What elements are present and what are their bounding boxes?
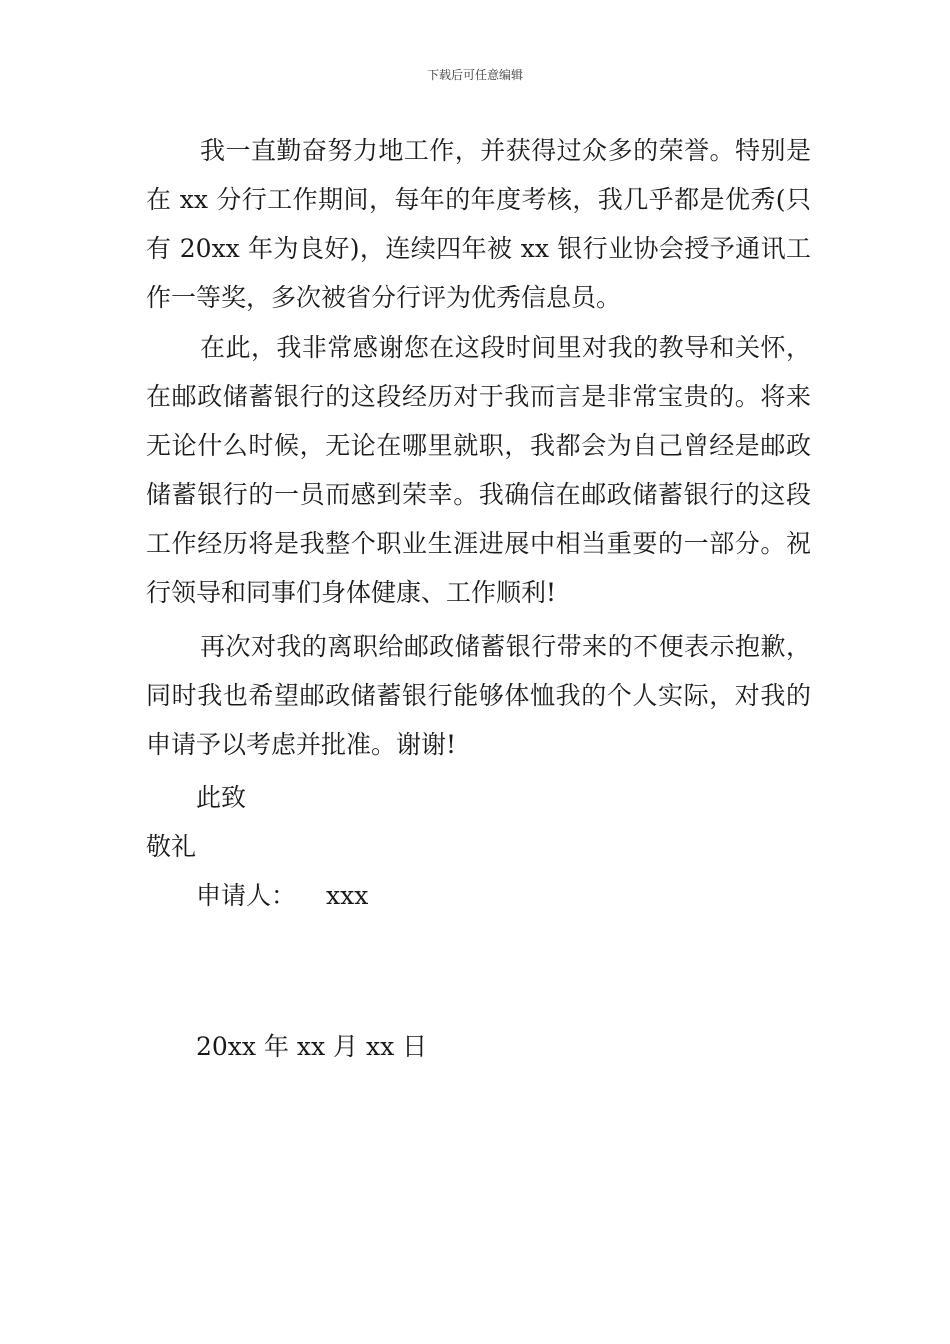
letter-date: 20xx 年 xx 月 xx 日: [196, 1032, 428, 1061]
applicant-label: 申请人：: [196, 881, 297, 910]
applicant-line: [196, 871, 368, 920]
page-header-note: 下载后可任意编辑: [426, 68, 523, 82]
letter-closing: 此致: [196, 783, 247, 812]
paragraph-text: 再次对我的离职给邮政储蓄银行带来的不便表示抱歉，同时我也希望邮政储蓄银行能够体恤我的个人实际，对我的申请予以考虑并批准。谢谢!: [146, 632, 811, 759]
letter-paragraph-1: [146, 126, 811, 322]
applicant-name: xxx: [326, 881, 369, 910]
paragraph-text: 我一直勤奋努力地工作，并获得过众多的荣誉。特别是在 xx 分行工作期间，每年的年度考核，我几乎都是优秀(只有 20xx 年为良好)，连续四年被 xx 银行业协会授予通讯工作一等奖，多次被省分行评为优秀信息员。: [146, 136, 811, 312]
letter-paragraph-2: [146, 323, 811, 617]
paragraph-text: 在此，我非常感谢您在这段时间里对我的教导和关怀，在邮政储蓄银行的这段经历对于我而言是非常宝贵的。将来无论什么时候，无论在哪里就职，我都会为自己曾经是邮政储蓄银行的一员而感到荣幸。我确信在邮政储蓄银行的这段工作经历将是我整个职业生涯进展中相当重要的一部分。祝行领导和同事们身体健康、工作顺利!: [146, 333, 811, 607]
letter-paragraph-3: [146, 622, 811, 769]
letter-regards: 敬礼: [146, 832, 197, 861]
